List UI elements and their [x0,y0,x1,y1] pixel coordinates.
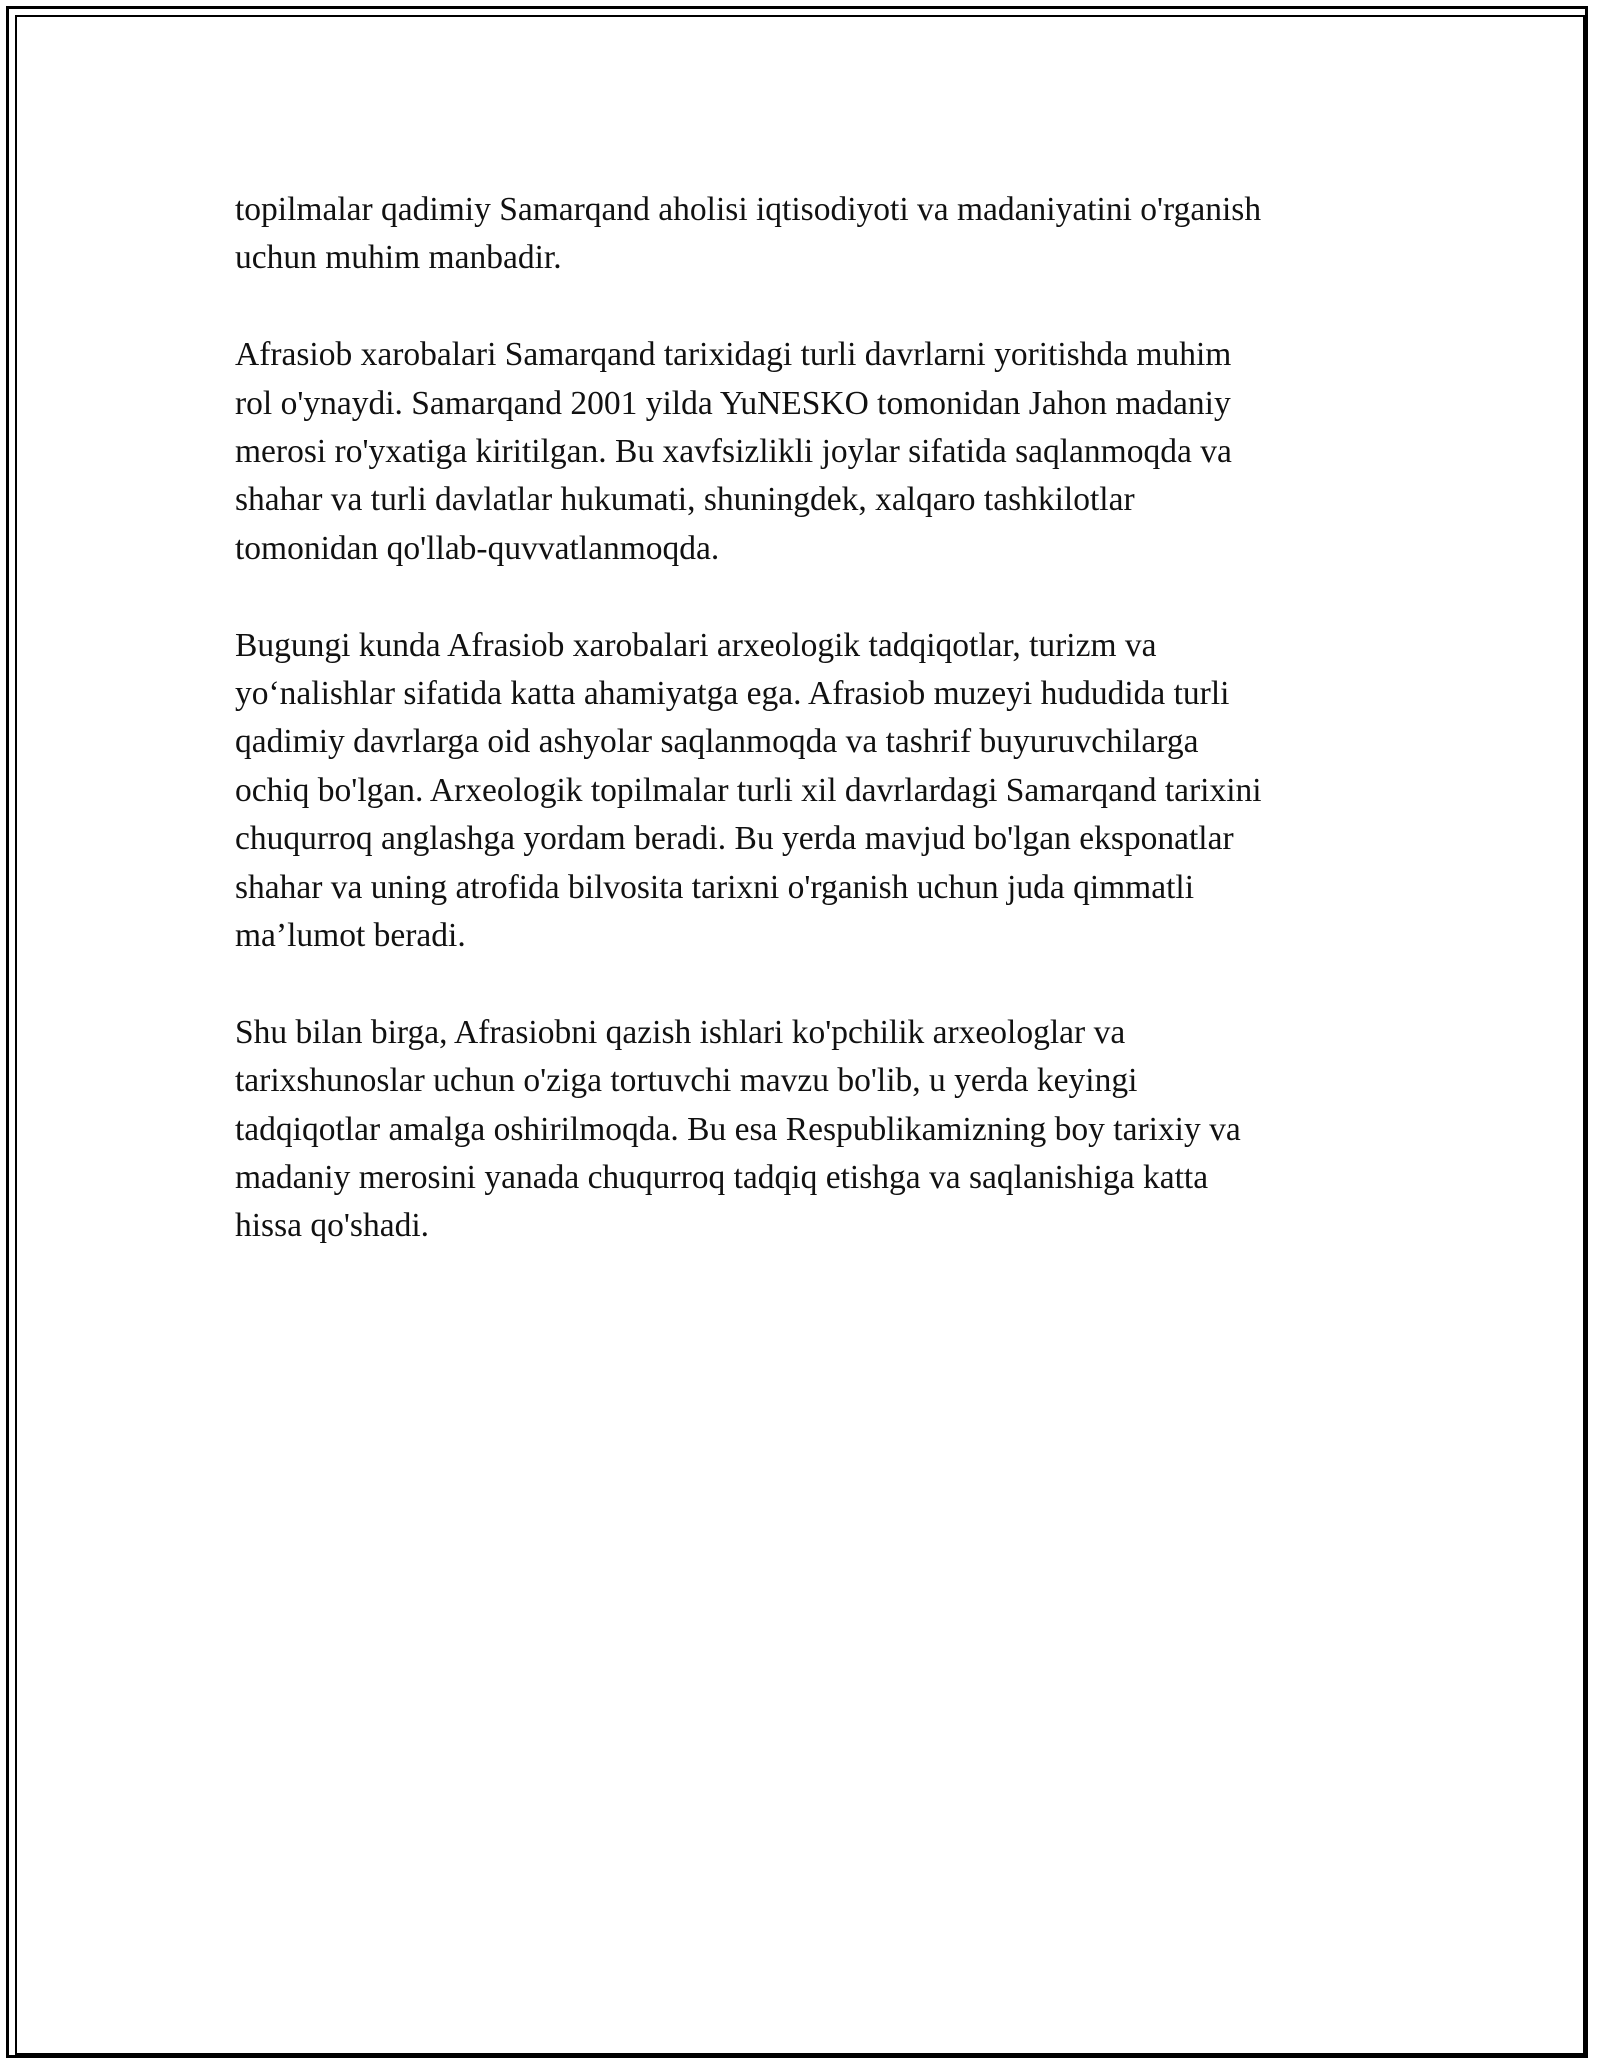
text-line: Shu bilan birga, Afrasiobni qazish ishlari ko'pchilik arxeologlar va [235,1013,1126,1051]
text-line: tarixshunoslar uchun o'ziga tortuvchi mavzu bo'lib, u yerda keyingi [235,1062,1138,1100]
paragraph-3 [235,622,1375,961]
text-line: topilmalar qadimiy Samarqand aholisi iqtisodiyoti va madaniyatini o'rganish [235,191,1262,228]
text-line: ma’lumot beradi. [235,917,466,955]
text-line: tomonidan qo'llab-quvvatlanmoqda. [235,529,720,567]
text-line: rol o'ynaydi. Samarqand 2001 yilda YuNESKO tomonidan Jahon madaniy [235,384,1231,422]
text-line: merosi ro'yxatiga kiritilgan. Bu xavfsizlikli joylar sifatida saqlanmoqda va [235,433,1232,471]
paragraph-2 [235,331,1375,573]
paragraph-1 [235,186,1375,283]
text-line: shahar va turli davlatlar hukumati, shuningdek, xalqaro tashkilotlar [235,481,1135,519]
text-line: Afrasiob xarobalari Samarqand tarixidagi turli davrlarni yoritishda muhim [235,336,1232,374]
text-line: yo‘nalishlar sifatida katta ahamiyatga ega. Afrasiob muzeyi hududida turli [235,675,1230,713]
text-line: uchun muhim manbadir. [235,239,562,277]
text-line: shahar va uning atrofida bilvosita tarixni o'rganish uchun juda qimmatli [235,868,1195,906]
text-line: tadqiqotlar amalga oshirilmoqda. Bu esa Respublikamizning boy tarixiy va [235,1110,1241,1148]
text-line: chuqurroq anglashga yordam beradi. Bu yerda mavjud bo'lgan eksponatlar [235,820,1234,858]
paragraph-4 [235,1009,1375,1251]
text-line: Bugungi kunda Afrasiob xarobalari arxeologik tadqiqotlar, turizm va [235,626,1157,664]
document-body [235,186,1375,1299]
text-line: madaniy merosini yanada chuqurroq tadqiq etishga va saqlanishiga katta [235,1159,1209,1197]
text-line: hissa qo'shadi. [235,1207,429,1245]
text-line: ochiq bo'lgan. Arxeologik topilmalar turli xil davrlardagi Samarqand tarixini [235,771,1262,809]
text-line: qadimiy davrlarga oid ashyolar saqlanmoqda va tashrif buyuruvchilarga [235,723,1199,761]
